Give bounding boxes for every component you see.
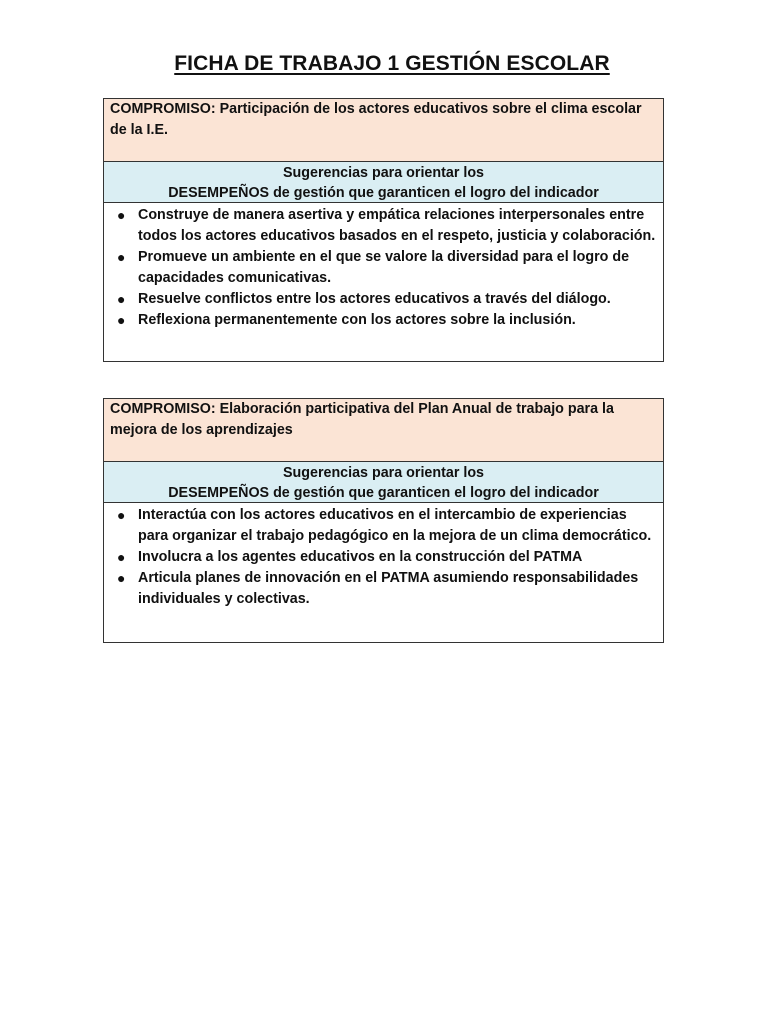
list-item: [104, 310, 657, 331]
suggestions-line-2: DESEMPEÑOS de gestión que garanticen el logro del indicador: [168, 485, 599, 501]
bullet-icon: ●: [117, 291, 126, 307]
list-item-text: Articula planes de innovación en el PATMA asumiendo responsabilidades individuales y colectivas.: [138, 570, 639, 607]
list-item: [104, 568, 657, 610]
bullet-icon: ●: [117, 249, 126, 265]
list-item-text: Resuelve conflictos entre los actores educativos a través del diálogo.: [138, 291, 611, 307]
commitment-label: COMPROMISO:: [110, 101, 216, 117]
suggestions-header: [104, 462, 663, 503]
commitment-card-2: [103, 398, 664, 643]
commitment-card-1: [103, 98, 664, 362]
commitment-label: COMPROMISO:: [110, 401, 216, 417]
list-item: [104, 247, 657, 289]
list-item: [104, 289, 657, 310]
page-title: FICHA DE TRABAJO 1 GESTIÓN ESCOLAR: [174, 52, 610, 75]
list-item-text: Construye de manera asertiva y empática relaciones interpersonales entre todos los actores educativos basados en el respeto, justicia y colaboración.: [138, 207, 656, 244]
suggestions-line-1: Sugerencias para orientar los: [282, 165, 485, 181]
performance-list: [104, 503, 663, 610]
list-item: [104, 205, 657, 247]
commitment-text: Participación de los actores educativos sobre el clima escolar de la I.E.: [110, 101, 642, 138]
bullet-icon: ●: [117, 549, 126, 565]
commitment-text: Elaboración participativa del Plan Anual de trabajo para la mejora de los aprendizajes: [110, 401, 614, 438]
bullet-icon: ●: [117, 570, 126, 586]
suggestions-line-2: DESEMPEÑOS de gestión que garanticen el logro del indicador: [168, 185, 599, 201]
commitment-header: [104, 99, 663, 162]
list-item-text: Reflexiona permanentemente con los actores sobre la inclusión.: [138, 312, 576, 328]
list-item-text: Interactúa con los actores educativos en el intercambio de experiencias para organizar el trabajo pedagógico en la mejora de un clima democrático.: [138, 507, 652, 544]
list-item: [104, 505, 657, 547]
commitment-header: [104, 399, 663, 462]
suggestions-line-1: Sugerencias para orientar los: [282, 465, 485, 481]
list-item: [104, 547, 657, 568]
bullet-icon: ●: [117, 312, 126, 328]
bullet-icon: ●: [117, 207, 126, 223]
performance-list: [104, 203, 663, 331]
bullet-icon: ●: [117, 507, 126, 523]
suggestions-header: [104, 162, 663, 203]
list-item-text: Promueve un ambiente en el que se valore la diversidad para el logro de capacidades comunicativas.: [138, 249, 630, 286]
list-item-text: Involucra a los agentes educativos en la construcción del PATMA: [138, 549, 583, 565]
